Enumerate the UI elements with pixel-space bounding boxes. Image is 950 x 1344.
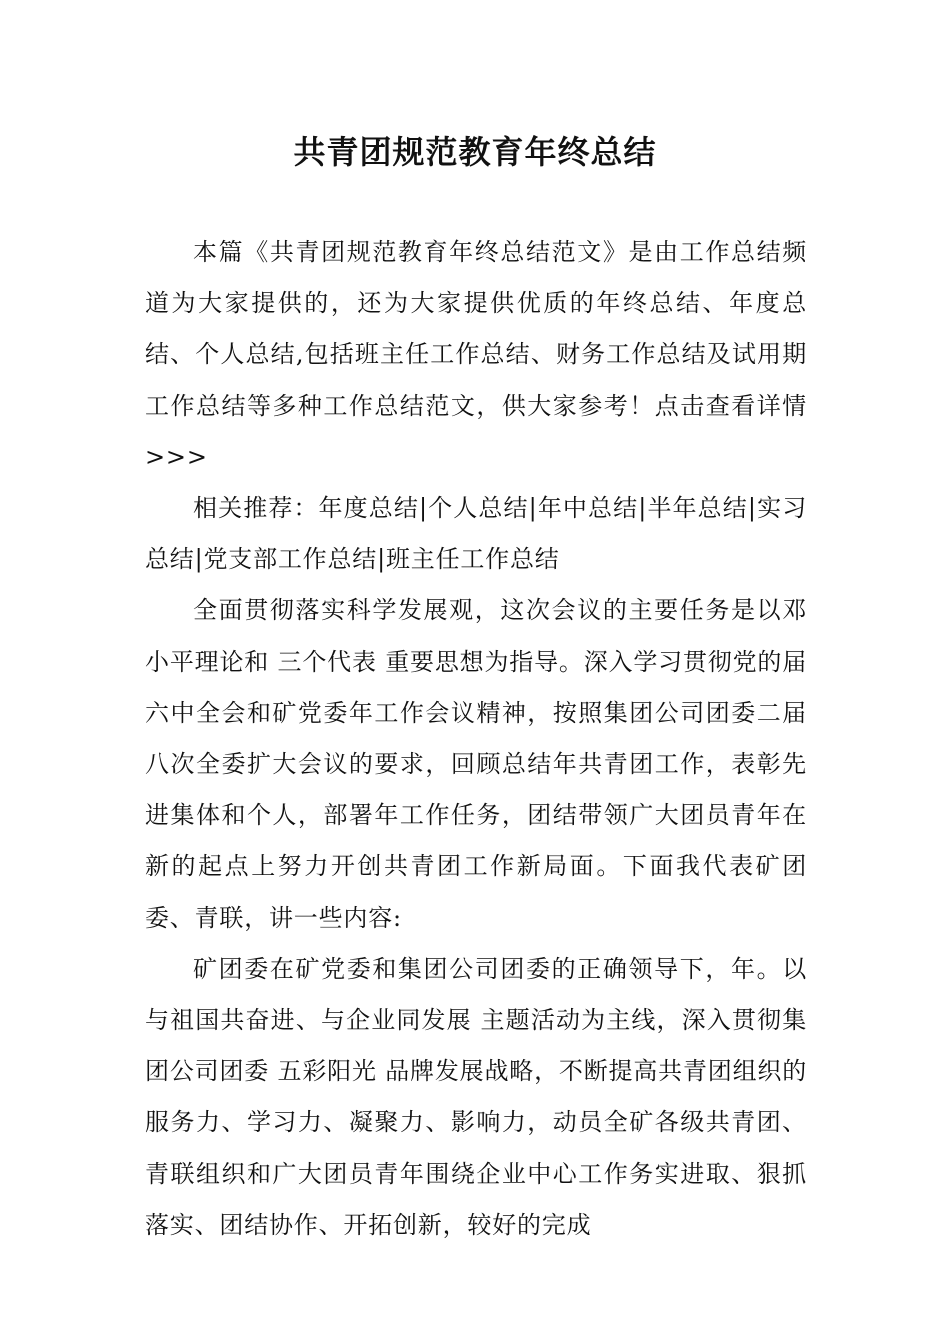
related-recommendations-paragraph: 相关推荐：年度总结|个人总结|年中总结|半年总结|实习总结|党支部工作总结|班主任工作总结	[145, 494, 807, 574]
intro-paragraph: 本篇《共青团规范教育年终总结范文》是由工作总结频道为大家提供的，还为大家提供优质的年终总结、年度总结、个人总结,包括班主任工作总结、财务工作总结及试用期工作总结等多种工作总结范文，供大家参考！点击查看详情>>>	[145, 238, 807, 471]
document-body	[145, 227, 807, 1251]
body-paragraph: 矿团委在矿党委和集团公司团委的正确领导下，年。以 与祖国共奋进、与企业同发展 主题活动为主线，深入贯彻集团公司团委 五彩阳光 品牌发展战略，不断提高共青团组织的服务力、学习力、凝聚力、影响力，动员全矿各级共青团、青联组织和广大团员青年围绕企业中心工作务实进取、狠抓落实、团结协作、开拓创新，较好的完成	[145, 954, 807, 1239]
body-paragraph: 全面贯彻落实科学发展观，这次会议的主要任务是以邓小平理论和 三个代表 重要思想为指导。深入学习贯彻党的届六中全会和矿党委年工作会议精神，按照集团公司团委二届八次全委扩大会议的要求，回顾总结年共青团工作，表彰先进集体和个人，部署年工作任务，团结带领广大团员青年在新的起点上努力开创共青团工作新局面。下面我代表矿团委、青联，讲一些内容:	[145, 596, 807, 932]
document-title: 共青团规范教育年终总结	[293, 133, 657, 171]
